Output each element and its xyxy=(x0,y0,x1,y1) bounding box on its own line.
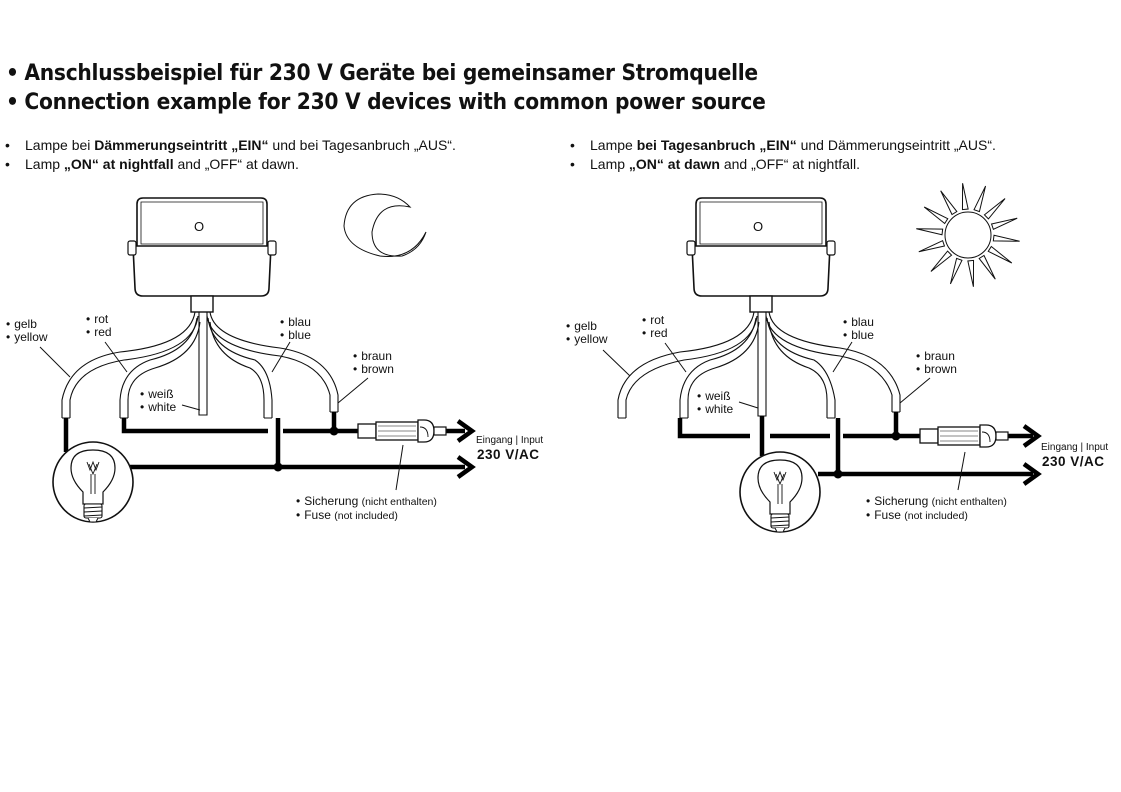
input-voltage: 230 V/AC xyxy=(477,447,540,462)
junction-dot xyxy=(892,432,901,441)
sun-ray xyxy=(924,207,948,223)
bullet: • xyxy=(697,402,702,416)
label-en: blue xyxy=(288,328,311,342)
bullet: • xyxy=(566,332,571,346)
bullet: • xyxy=(642,326,647,340)
fuse-en-note: (not included) xyxy=(904,510,968,522)
label-de: gelb xyxy=(14,317,37,331)
label-red-wire xyxy=(642,314,668,340)
bullet: • xyxy=(866,508,871,522)
label-de: braun xyxy=(924,349,955,363)
sun-ray xyxy=(919,241,945,252)
bullet: • xyxy=(86,312,91,326)
bullet: • xyxy=(280,328,285,342)
bullet: • xyxy=(86,325,91,339)
twilight-switch-device xyxy=(687,198,835,312)
sun-ray xyxy=(993,235,1019,241)
sun-ray xyxy=(974,186,986,212)
bullet: • xyxy=(140,387,145,401)
bullet: • xyxy=(5,137,10,153)
fuse-de: Sicherung xyxy=(304,494,359,508)
label-fuse xyxy=(866,495,1007,523)
bullet: • xyxy=(6,61,19,86)
sun-icon xyxy=(916,183,1019,286)
label-yellow-wire xyxy=(566,320,608,346)
bullet: • xyxy=(566,319,571,333)
sun-ray xyxy=(916,229,942,235)
label-brown-wire xyxy=(916,350,957,376)
label-white-wire xyxy=(697,390,733,416)
bold-text: „ON“ at nightfall xyxy=(63,156,174,172)
bullet: • xyxy=(866,494,871,508)
bullet: • xyxy=(843,315,848,329)
bold-text: bei Tagesanbruch „EIN“ xyxy=(636,137,797,153)
twilight-switch-device xyxy=(128,198,276,312)
label-en: blue xyxy=(851,328,874,342)
bold-text: Dämmerungseintritt „EIN“ xyxy=(94,137,269,153)
bullet: • xyxy=(5,156,10,172)
sun-ray xyxy=(941,191,957,215)
fuse-de: Sicherung xyxy=(874,494,929,508)
text: Lampe bei xyxy=(25,137,95,153)
sun-ray xyxy=(988,247,1012,263)
sun-ray xyxy=(968,260,974,286)
bullet: • xyxy=(6,317,11,331)
text: and „OFF“ at nightfall. xyxy=(719,156,860,172)
sun-ray xyxy=(992,218,1018,229)
bullet: • xyxy=(296,494,301,508)
text: und Dämmerungseintritt „AUS“. xyxy=(796,137,996,153)
bullet: • xyxy=(916,349,921,363)
text: Lamp xyxy=(590,156,629,172)
bullet: • xyxy=(570,137,575,153)
sun-ray xyxy=(984,199,1005,219)
sun-ray xyxy=(931,251,952,271)
label-blue-wire xyxy=(843,316,874,342)
junction-dot xyxy=(330,427,339,436)
fuse-icon xyxy=(920,425,1008,447)
label-en: white xyxy=(705,402,734,416)
text: Lampe xyxy=(590,137,637,153)
bullet: • xyxy=(697,389,702,403)
input-label: Eingang | Input xyxy=(1041,442,1109,453)
bullet: • xyxy=(6,330,11,344)
fuse-icon xyxy=(358,420,446,442)
lamp-bulb-icon xyxy=(53,442,133,522)
text: Lamp xyxy=(25,156,64,172)
label-de: gelb xyxy=(574,319,597,333)
junction-dot xyxy=(834,470,843,479)
sun-ray xyxy=(979,255,995,279)
bold-text: „ON“ at dawn xyxy=(628,156,720,172)
fuse-en: Fuse xyxy=(874,508,901,522)
label-de: rot xyxy=(94,312,109,326)
device-led: O xyxy=(194,219,205,234)
bullet: • xyxy=(353,349,358,363)
bullet: • xyxy=(353,362,358,376)
heading-text: Anschlussbeispiel für 230 V Geräte bei gemeinsamer Stromquelle xyxy=(24,61,758,86)
left-diagram xyxy=(40,194,472,522)
bullet: • xyxy=(6,90,19,115)
lamp-bulb-icon xyxy=(740,452,820,532)
bullet: • xyxy=(280,315,285,329)
bullet: • xyxy=(296,508,301,522)
input-label: Eingang | Input xyxy=(476,435,544,446)
label-en: red xyxy=(650,326,668,340)
junction-dot xyxy=(274,463,283,472)
bullet: • xyxy=(916,362,921,376)
device-led: O xyxy=(753,219,764,234)
label-en: yellow xyxy=(14,330,48,344)
label-de: weiß xyxy=(148,387,174,401)
label-de: rot xyxy=(650,313,665,327)
text: and „OFF“ at dawn. xyxy=(173,156,299,172)
label-en: yellow xyxy=(574,332,608,346)
label-de: blau xyxy=(288,315,311,329)
label-red-wire xyxy=(86,313,112,339)
label-de: blau xyxy=(851,315,874,329)
label-blue-wire xyxy=(280,316,311,342)
bullet: • xyxy=(843,328,848,342)
fuse-de-note: (nicht enthalten) xyxy=(931,496,1007,508)
fuse-en-note: (not included) xyxy=(334,510,398,522)
text: und bei Tagesanbruch „AUS“. xyxy=(268,137,456,153)
bullet: • xyxy=(642,313,647,327)
right-diagram xyxy=(603,183,1038,532)
bullet: • xyxy=(140,400,145,414)
label-fuse xyxy=(296,495,437,523)
label-yellow-wire xyxy=(6,318,48,344)
fuse-en: Fuse xyxy=(304,508,331,522)
fuse-de-note: (nicht enthalten) xyxy=(361,496,437,508)
bullet: • xyxy=(570,156,575,172)
input-voltage: 230 V/AC xyxy=(1042,454,1105,469)
moon-icon xyxy=(344,194,426,257)
label-en: white xyxy=(148,400,177,414)
label-en: red xyxy=(94,325,112,339)
label-brown-wire xyxy=(353,350,394,376)
heading-text: Connection example for 230 V devices with common power source xyxy=(24,90,766,115)
sun-ray xyxy=(962,183,968,209)
label-de: braun xyxy=(361,349,392,363)
label-en: brown xyxy=(361,362,394,376)
sun-ray xyxy=(950,258,962,284)
label-white-wire xyxy=(140,388,176,414)
label-de: weiß xyxy=(705,389,731,403)
label-en: brown xyxy=(924,362,957,376)
